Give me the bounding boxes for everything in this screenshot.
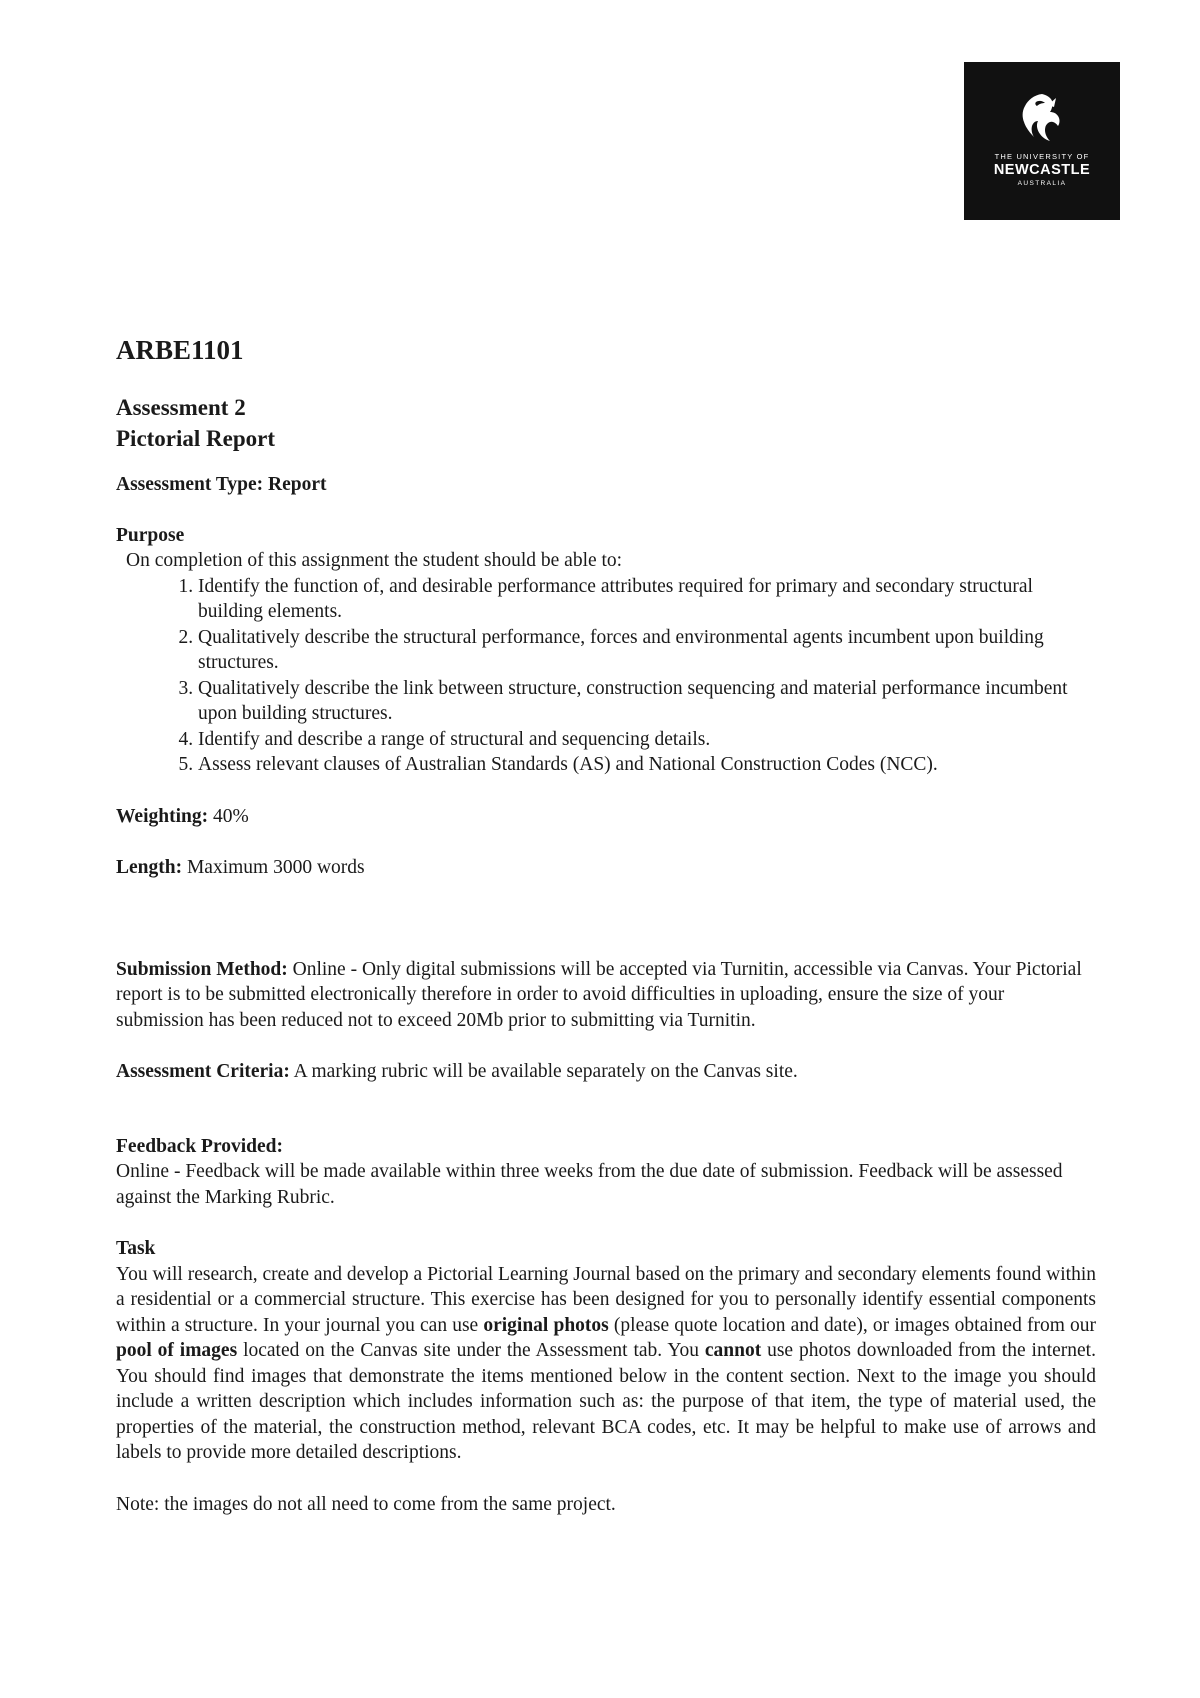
purpose-intro: On completion of this assignment the student should be able to: [126, 550, 623, 571]
assessment-name: Pictorial Report [116, 426, 276, 451]
criteria-label: Assessment Criteria: [116, 1061, 290, 1082]
submission-value: Online - Only digital submissions will be accepted via Turnitin, accessible via Canvas. Your Pictorial report is to be submitted electronically therefore in order to avoid difficulties in uploading, ensure the size of your submission has been reduced not to exceed 20Mb prior to submitting via Turnitin. [116, 958, 1082, 1031]
task-bold-cannot: cannot [704, 1340, 762, 1361]
document-body [116, 334, 1096, 1517]
weighting [116, 804, 1096, 830]
task-text-4: use photos downloaded from the internet. You should find images that demonstrate the items mentioned below in the content section. Next to the image you should include a written description which includes information such as: the purpose of that item, the type of material used, the properties of the material, the construction method, relevant BCA codes, etc. It may be helpful to make use of arrows and labels to provide more detailed descriptions. [116, 1340, 1096, 1463]
task-note: Note: the images do not all need to come from the same project. [116, 1493, 616, 1515]
feedback-label: Feedback Provided: [116, 1135, 284, 1157]
task-text-3: located on the Canvas site under the Assessment tab. You [237, 1340, 705, 1361]
weighting-value: 40% [208, 805, 249, 827]
submission-method [116, 957, 1096, 1034]
outcome-item: 5. Assess relevant clauses of Australian Standards (AS) and National Construction Codes (NCC). [198, 752, 1096, 778]
feedback-value: Online - Feedback will be made available within three weeks from the due date of submission. Feedback will be assessed against the Marking Rubric. [116, 1161, 1063, 1208]
outcome-item: 1. Identify the function of, and desirable performance attributes required for primary and secondary structural building elements. [198, 574, 1096, 625]
logo-text-newcastle: NEWCASTLE [993, 162, 1091, 178]
horse-head-icon [1012, 90, 1072, 150]
learning-outcomes-list [116, 574, 1096, 778]
university-logo [964, 62, 1120, 220]
logo-text-australia: AUSTRALIA [1017, 180, 1067, 187]
weighting-label: Weighting: [116, 805, 209, 827]
outcome-item: 2. Qualitatively describe the structural performance, forces and environmental agents incumbent upon building structures. [198, 625, 1096, 676]
task-text-2: (please quote location and date), or images obtained from our [608, 1314, 1096, 1336]
length-label: Length: [116, 857, 183, 878]
logo-text-the-university-of: THE UNIVERSITY OF [994, 152, 1090, 161]
length-value: Maximum 3000 words [182, 857, 365, 878]
assessment-criteria [116, 1059, 1096, 1085]
feedback-provided [116, 1134, 1096, 1211]
task-paragraph [116, 1262, 1096, 1466]
task-text-1: You will research, create and develop a Pictorial Learning Journal based on the primary and secondary elements found within a residential or a commercial structure. This exercise has been designed for you to personally identify essential components within a structure. In your journal you can use [116, 1263, 1096, 1336]
assessment-type: Assessment Type: Report [116, 474, 327, 495]
course-code: ARBE1101 [116, 335, 244, 365]
assessment-number: Assessment 2 [116, 395, 246, 420]
purpose-heading: Purpose [116, 524, 185, 546]
outcome-item: 3. Qualitatively describe the link between structure, construction sequencing and material performance incumbent upon building structures. [198, 676, 1096, 727]
task-heading: Task [116, 1238, 156, 1259]
task-bold-pool-of-images: pool of images [116, 1340, 238, 1361]
criteria-value: A marking rubric will be available separately on the Canvas site. [289, 1061, 798, 1082]
outcome-item: 4. Identify and describe a range of structural and sequencing details. [198, 727, 1096, 753]
submission-label: Submission Method: [116, 958, 288, 980]
length [116, 855, 1096, 881]
task-section [116, 1236, 1096, 1466]
task-bold-original-photos: original photos [483, 1314, 609, 1336]
